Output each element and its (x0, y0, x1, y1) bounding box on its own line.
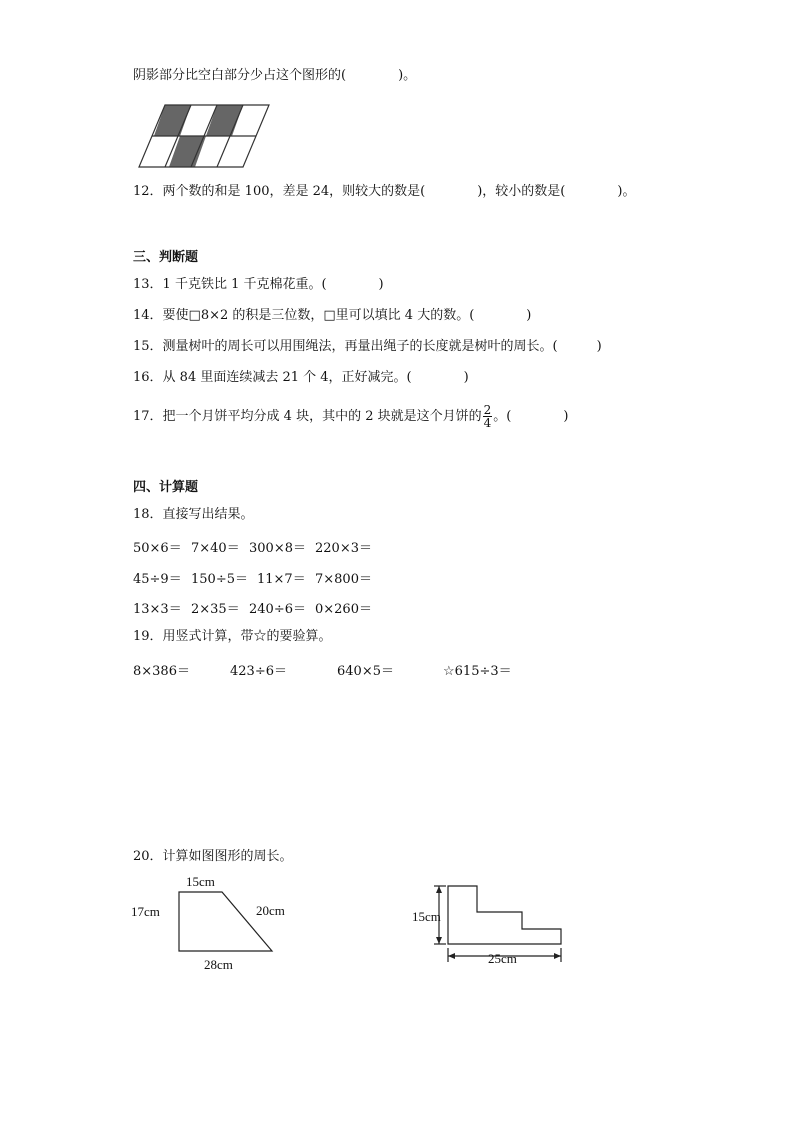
fraction (483, 404, 493, 429)
question-20-text: 20．计算如图图形的周长。 (133, 849, 293, 864)
trapezoid-top-label: 15cm (186, 874, 215, 889)
shaded-cell (154, 105, 191, 136)
shaded-cell (169, 136, 206, 167)
question-12-text: 12．两个数的和是 100，差是 24，则较大的数是( )，较小的数是( )。 (133, 184, 636, 199)
calc-item: 2×35＝ (191, 602, 240, 617)
section-4-title: 四、计算题 (133, 480, 199, 495)
calc-item: 240÷6＝ (249, 602, 306, 617)
calc-row (133, 598, 372, 617)
question-11-text: 阴影部分比空白部分少占这个图形的( )。 (133, 68, 417, 83)
trapezoid-bottom-label: 28cm (204, 957, 233, 972)
shaded-cell (206, 105, 243, 136)
calc-item: 50×6＝ (133, 541, 182, 556)
question-17-prefix: 17．把一个月饼平均分成 4 块，其中的 2 块就是这个月饼的 (133, 409, 482, 424)
calc-item: 300×8＝ (249, 541, 306, 556)
stair-height-label: 15cm (412, 909, 441, 924)
calc-item: 45÷9＝ (133, 572, 182, 587)
calc-item: 220×3＝ (315, 541, 372, 556)
trapezoid-figure (178, 891, 274, 953)
question-18-text: 18．直接写出结果。 (133, 507, 254, 522)
calc-item: 7×40＝ (191, 541, 240, 556)
vertical-calc-item: 640×5＝ (337, 664, 394, 679)
calc-row (133, 537, 372, 556)
calc-row (133, 568, 372, 587)
stair-width-label: 25cm (488, 951, 517, 966)
calc-item: 7×800＝ (315, 572, 372, 587)
calc-item: 150÷5＝ (191, 572, 248, 587)
question-17-suffix: 。( ) (493, 409, 569, 424)
question-15-text: 15．测量树叶的周长可以用围绳法，再量出绳子的长度就是树叶的周长。( ) (133, 339, 602, 354)
question-16-text: 16．从 84 里面连续减去 21 个 4，正好减完。( ) (133, 370, 469, 385)
fraction-denominator: 4 (483, 416, 492, 430)
calc-item: 0×260＝ (315, 602, 372, 617)
calc-item: 11×7＝ (257, 572, 306, 587)
question-14-text: 14．要使□8×2 的积是三位数，□里可以填比 4 大的数。( ) (133, 308, 532, 323)
vertical-calc-item: ☆615÷3＝ (443, 664, 512, 679)
parallelogram-figure (138, 102, 272, 172)
question-13-text: 13．1 千克铁比 1 千克棉花重。( ) (133, 277, 384, 292)
question-19-text: 19．用竖式计算，带☆的要验算。 (133, 629, 332, 644)
vertical-calc-item: 8×386＝ (133, 664, 190, 679)
section-3-title: 三、判断题 (133, 250, 199, 265)
vertical-calc-row (133, 660, 512, 679)
trapezoid-right-label: 20cm (256, 903, 285, 918)
trapezoid-left-label: 17cm (131, 904, 160, 919)
question-17-text (133, 404, 568, 429)
fraction-numerator: 2 (483, 403, 492, 417)
calc-item: 13×3＝ (133, 602, 182, 617)
vertical-calc-item: 423÷6＝ (230, 664, 287, 679)
